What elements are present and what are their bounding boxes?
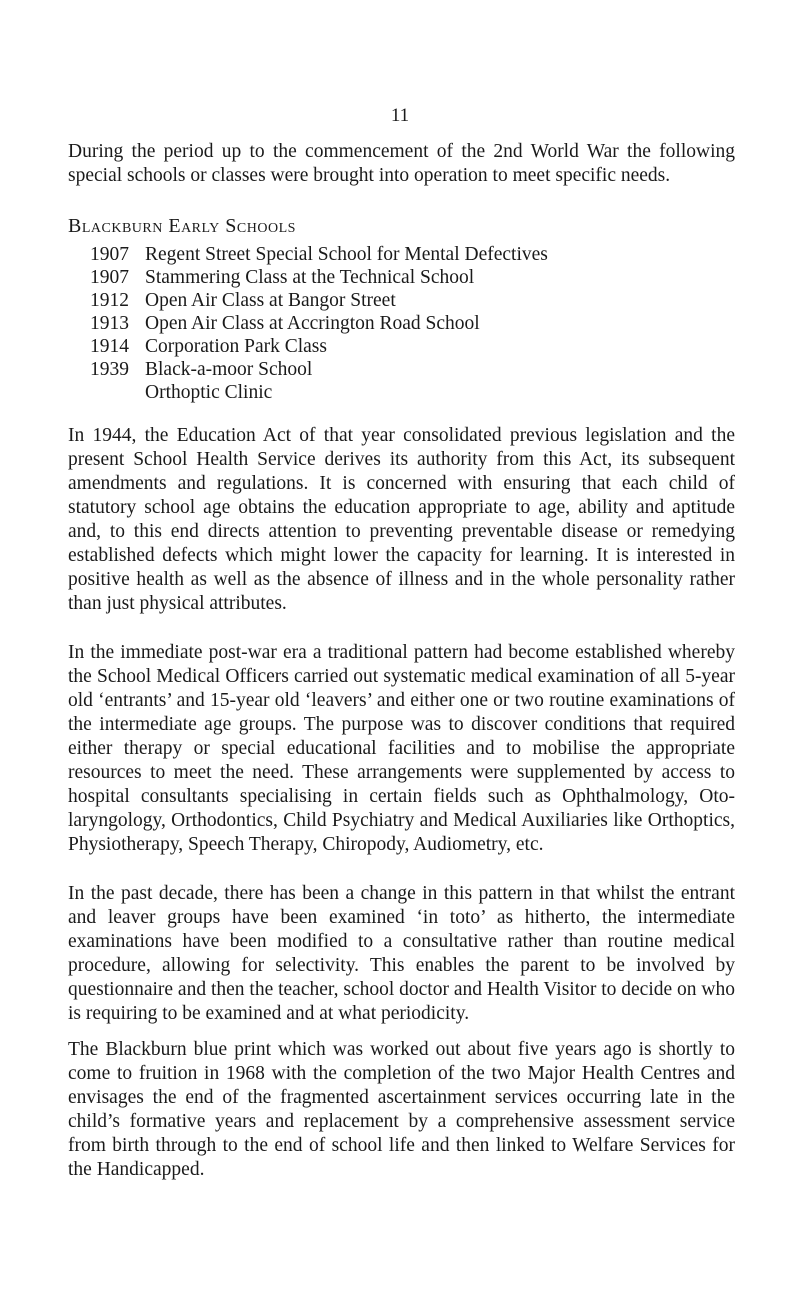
list-item [68,243,735,266]
school-year: 1939 [90,359,129,380]
list-item [68,266,735,289]
school-name: Orthoptic Clinic [145,382,273,403]
intro-paragraph: During the period up to the commencement of the 2nd World War the following special schools or classes were brought into operation to meet specific needs. [68,141,735,186]
school-name: Open Air Class at Bangor Street [145,290,396,311]
page-content [68,140,735,1182]
school-year [90,381,134,404]
school-year: 1913 [90,313,129,334]
list-item [68,312,735,335]
school-year: 1914 [90,336,129,357]
list-item [68,289,735,312]
school-name: Regent Street Special School for Mental Defectives [145,244,548,265]
page-number: 11 [390,105,410,126]
body-paragraph: In 1944, the Education Act of that year consolidated previous legislation and the present School Health Service derives its authority from this Act, its subsequent amendments and regulations. It is concerned with ensuring that each child of statutory school age obtains the education appropriate to age, ability and aptitude and, to this end directs attention to preventing preventable disease or remedying established defects which might lower the capacity for learning. It is interested in positive health as well as the absence of illness and in the whole personality rather than just physical attributes. [68,425,735,614]
body-paragraph: In the past decade, there has been a change in this pattern in that whilst the entrant and leaver groups have been examined ‘in toto’ as hitherto, the intermediate examinations have been modified to a consultative rather than routine medical procedure, allowing for selectivity. This enables the parent to be involved by questionnaire and then the teacher, school doctor and Health Visitor to decide on who is requiring to be examined and at what periodicity. [68,883,735,1024]
school-name: Black-a-moor School [145,359,313,380]
schools-heading: Blackburn Early Schools [68,215,296,237]
schools-list [68,243,735,404]
school-year: 1912 [90,290,129,311]
school-year: 1907 [90,267,129,288]
list-item [68,381,735,404]
school-year: 1907 [90,244,129,265]
list-item [68,358,735,381]
list-item [68,335,735,358]
school-name: Corporation Park Class [145,336,327,357]
school-name: Open Air Class at Accrington Road School [145,313,480,334]
body-paragraph: The Blackburn blue print which was worked out about five years ago is shortly to come to fruition in 1968 with the completion of the two Major Health Centres and envisages the end of the fragmented ascertainment services occurring late in the child’s formative years and replacement by a comprehensive assessment service from birth through to the end of school life and then linked to Welfare Services for the Handicapped. [68,1039,735,1180]
body-paragraph: In the immediate post-war era a traditional pattern had become established whereby the School Medical Officers carried out systematic medical examination of all 5-year old ‘entrants’ and 15-year old ‘leavers’ and either one or two routine examinations of the intermediate age groups. The purpose was to discover conditions that required either therapy or special educational facilities and to mobilise the appropriate resources to meet the need. These arrangements were supplemented by access to hospital consultants specialising in certain fields such as Ophthalmology, Oto-laryngology, Orthodontics, Child Psychiatry and Medical Auxiliaries like Orthoptics, Physiotherapy, Speech Therapy, Chiropody, Audiometry, etc. [68,642,735,855]
school-name: Stammering Class at the Technical School [145,267,475,288]
